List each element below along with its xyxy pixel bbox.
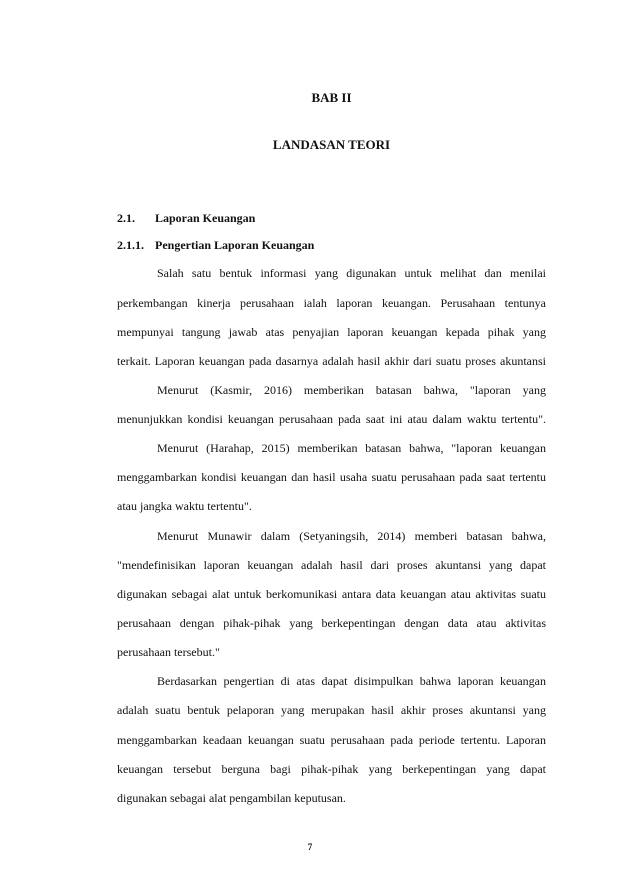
paragraph-line: menggambarkan kondisi keuangan dan hasil usaha suatu perusahaan pada saat tertentu — [117, 470, 546, 484]
subsection-title: Pengertian Laporan Keuangan — [155, 238, 315, 252]
paragraph-line: perusahaan dengan pihak-pihak yang berkepentingan dengan data atau aktivitas — [117, 616, 546, 630]
paragraph-line: Salah satu bentuk informasi yang digunakan untuk melihat dan menilai — [157, 266, 546, 280]
paragraph-line: mempunyai tangung jawab atas penyajian laporan keuangan kepada pihak yang — [117, 325, 546, 339]
paragraph-line: menunjukkan kondisi keuangan perusahaan pada saat ini atau dalam waktu tertentu". — [117, 412, 546, 426]
paragraph-line: Berdasarkan pengertian di atas dapat disimpulkan bahwa laporan keuangan — [157, 674, 546, 688]
paragraph-line: digunakan sebagai alat untuk berkomunikasi antara data keuangan atau aktivitas suatu — [117, 587, 546, 601]
section-number: 2.1. — [117, 211, 135, 225]
paragraph-line: Menurut (Harahap, 2015) memberikan batasan bahwa, "laporan keuangan — [157, 441, 546, 455]
paragraph-line: digunakan sebagai alat pengambilan keputusan. — [117, 791, 346, 805]
section-title: Laporan Keuangan — [155, 211, 256, 225]
subsection-heading — [117, 238, 314, 253]
paragraph-line: perkembangan kinerja perusahaan ialah laporan keuangan. Perusahaan tentunya — [117, 296, 546, 310]
paragraph-line: atau jangka waktu tertentu". — [117, 499, 252, 513]
paragraph-line: "mendefinisikan laporan keuangan adalah hasil dari proses akuntansi yang dapat — [117, 558, 546, 572]
paragraph-line: Menurut (Kasmir, 2016) memberikan batasan bahwa, "laporan yang — [157, 383, 546, 397]
paragraph-line: keuangan tersebut berguna bagi pihak-pihak yang berkepentingan yang dapat — [117, 762, 546, 776]
subsection-number: 2.1.1. — [117, 238, 144, 252]
paragraph-line: Menurut Munawir dalam (Setyaningsih, 2014) memberi batasan bahwa, — [157, 529, 546, 543]
chapter-number: BAB II — [311, 90, 352, 105]
paragraph-line: adalah suatu bentuk pelaporan yang merupakan hasil akhir proses akuntansi yang — [117, 703, 546, 717]
page-number: 7 — [307, 842, 313, 852]
paragraph-line: menggambarkan keadaan keuangan suatu perusahaan pada periode tertentu. Laporan — [117, 733, 546, 747]
paragraph-line: perusahaan tersebut." — [117, 645, 220, 659]
paragraph-line: terkait. Laporan keuangan pada dasarnya adalah hasil akhir dari suatu proses akuntansi — [117, 354, 546, 368]
section-heading — [117, 211, 255, 226]
chapter-title: LANDASAN TEORI — [272, 137, 391, 152]
